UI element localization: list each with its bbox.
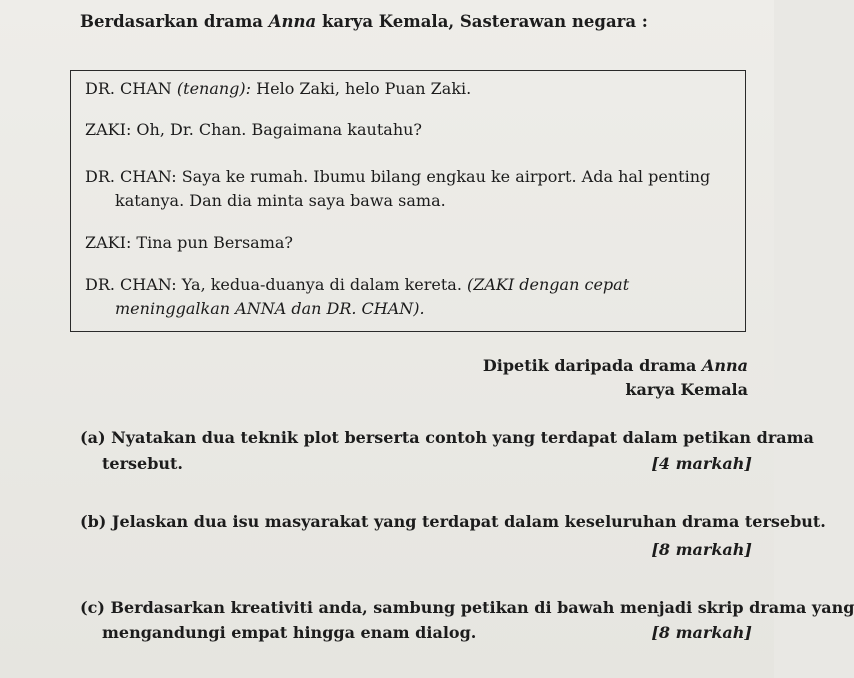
drama-excerpt-box <box>70 70 746 332</box>
stage-direction: meninggalkan ANNA dan DR. CHAN). <box>115 299 425 318</box>
dialog-line-5 <box>85 275 629 294</box>
dialog-line-2: ZAKI: Oh, Dr. Chan. Bagaimana kautahu? <box>85 120 422 139</box>
stage-direction: (tenang): <box>176 79 252 98</box>
intro-suffix: karya Kemala, Sasterawan negara : <box>316 12 648 31</box>
dialog-text: DR. CHAN: Ya, kedua-duanya di dalam kereta. <box>85 275 468 294</box>
dialog-line-1 <box>85 79 471 98</box>
question-c: (c) Berdasarkan kreativiti anda, sambung petikan di bawah menjadi skrip drama yang <box>80 598 854 617</box>
source-citation-line-1 <box>483 356 748 375</box>
dialog-line-5-cont <box>115 299 425 318</box>
source-citation-line-2: karya Kemala <box>625 380 748 399</box>
intro-drama-title: Anna <box>268 12 317 31</box>
question-a-cont: tersebut. <box>102 454 183 473</box>
question-c-marks: [8 markah] <box>651 623 752 642</box>
speaker-dr-chan: DR. CHAN <box>85 79 177 98</box>
dialog-text: Helo Zaki, helo Puan Zaki. <box>251 79 472 98</box>
question-b: (b) Jelaskan dua isu masyarakat yang terdapat dalam keseluruhan drama tersebut. <box>80 512 826 531</box>
intro-heading <box>80 12 648 31</box>
source-prefix: Dipetik daripada drama <box>482 356 702 375</box>
intro-prefix: Berdasarkan drama <box>80 12 269 31</box>
question-a: (a) Nyatakan dua teknik plot berserta contoh yang terdapat dalam petikan drama <box>80 428 814 447</box>
question-c-cont: mengandungi empat hingga enam dialog. <box>102 623 477 642</box>
stage-direction: (ZAKI dengan cepat <box>467 275 630 294</box>
dialog-line-4: ZAKI: Tina pun Bersama? <box>85 233 293 252</box>
dialog-line-3: DR. CHAN: Saya ke rumah. Ibumu bilang engkau ke airport. Ada hal penting <box>85 167 711 186</box>
question-b-marks: [8 markah] <box>651 540 752 559</box>
source-drama-title: Anna <box>701 356 748 375</box>
question-a-marks: [4 markah] <box>651 454 752 473</box>
dialog-line-3-cont: katanya. Dan dia minta saya bawa sama. <box>115 191 446 210</box>
